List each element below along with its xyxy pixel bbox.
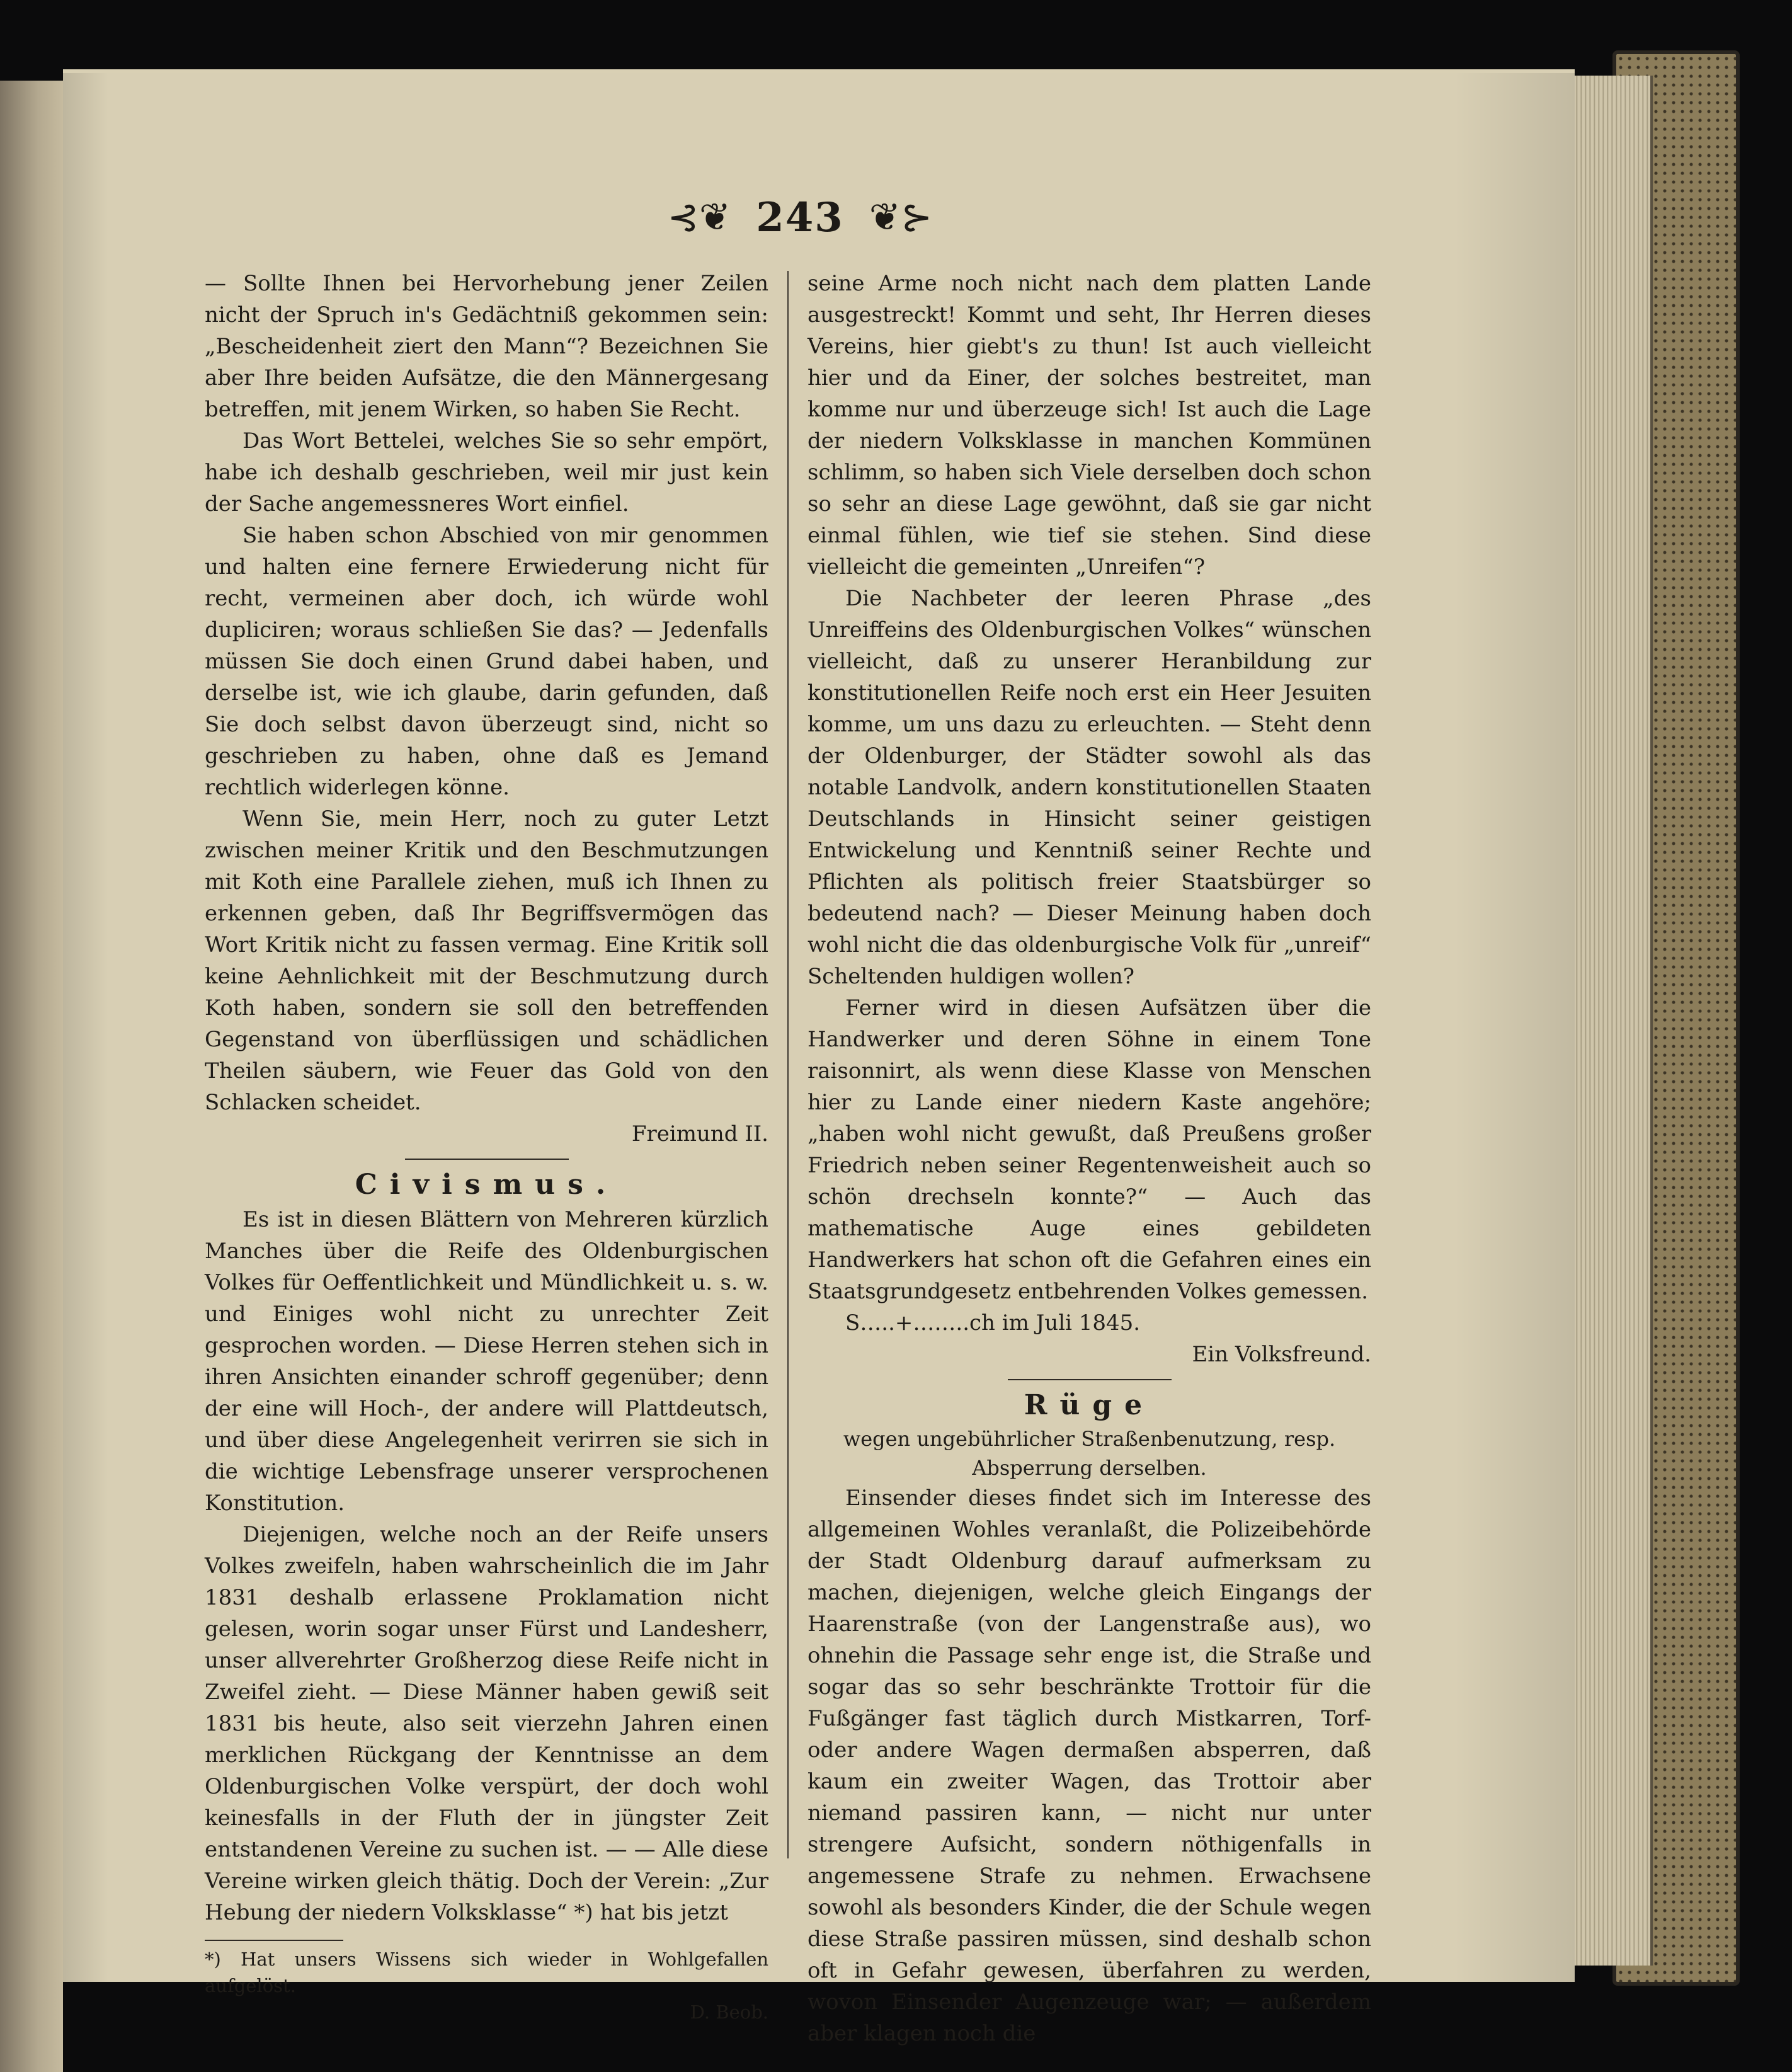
ornament-right-icon: ❦⊱ bbox=[869, 195, 933, 239]
footnote-source: D. Beob. bbox=[690, 2001, 768, 2023]
right-column bbox=[808, 268, 1371, 2049]
page-number: 243 bbox=[756, 193, 844, 241]
paragraph: Das Wort Bettelei, welches Sie so sehr empört, habe ich deshalb geschrieben, weil mir just kein der Sache angemessneres Wort einfiel. bbox=[205, 428, 768, 517]
paragraph: Wenn Sie, mein Herr, noch zu guter Letzt zwischen meiner Kritik und den Beschmutzungen mit Koth eine Parallele ziehen, muß ich Ihnen zu erkennen geben, daß Ihr Begriffsvermögen das Wort Kritik nicht zu fassen vermag. Eine Kritik soll keine Aehnlichkeit mit der Beschmutzung durch Koth haben, sondern sie soll den betreffenden Gegenstand von überflüssigen und schädlichen Theilen säubern, wie Feuer das Gold von den Schlacken scheidet. bbox=[205, 806, 768, 1115]
column-divider bbox=[787, 271, 789, 1858]
paragraph: Es ist in diesen Blättern von Mehreren kürzlich Manches über die Reife des Oldenburgischen Volkes für Oeffentlichkeit und Mündlichkeit u. s. w. und Einiges wohl nicht zu unrechter Zeit gesprochen worden. — Diese Herren stehen sich in ihren Ansichten einander schroff gegenüber; denn der eine will Hoch-, der andere will Plattdeutsch, und über diese Angelegenheit verirren sie sich in die wichtige Lebensfrage unserer versprochenen Konstitution. bbox=[205, 1207, 768, 1516]
facing-page-edge bbox=[0, 81, 63, 2072]
paragraph: Die Nachbeter der leeren Phrase „des Unreiffeins des Oldenburgischen Volkes“ wünschen vielleicht, daß zu unserer Heranbildung zur konstitutionellen Reife noch erst ein Heer Jesuiten komme, um uns dazu zu erleuchten. — Steht denn der Oldenburger, der Städter sowohl als das notable Landvolk, andern konstitutionellen Staaten Deutschlands in Hinsicht seiner geistigen Entwickelung und Kenntniß seiner Rechte und Pflichten als politisch freier Staatsbürger so bedeutend nach? — Dieser Meinung haben doch wohl nicht die das oldenburgische Volk für „unreif“ Scheltenden huldigen wollen? bbox=[808, 586, 1371, 989]
signature: Ein Volksfreund. bbox=[1192, 1342, 1371, 1367]
ornament-left-icon: ⊰❦ bbox=[667, 195, 731, 239]
section-divider bbox=[405, 1159, 569, 1160]
paragraph: seine Arme noch nicht nach dem platten Lande ausgestreckt! Kommt und seht, Ihr Herren dieses Vereins, hier giebt's zu thun! Ist auch vielleicht hier und da Einer, der solches bestreitet, man komme nur und überzeuge sich! Ist auch die Lage der niedern Volksklasse in manchen Kommünen schlimm, so haben sich Viele derselben doch schon so sehr an diese Lage gewöhnt, daß sie gar nicht einmal fühlen, wie tief sie stehen. Sind diese vielleicht die gemeinten „Unreifen“? bbox=[808, 271, 1371, 580]
paragraph: Sie haben schon Abschied von mir genommen und halten eine fernere Erwiederung nicht für recht, vermeinen aber doch, ich würde wohl dupliciren; woraus schließen Sie das? — Jedenfalls müssen Sie doch einen Grund dabei haben, und derselbe ist, wie ich glaube, darin gefunden, daß Sie doch selbst davon überzeugt sind, nicht so geschrieben zu haben, ohne daß es Jemand rechtlich widerlegen könne. bbox=[205, 523, 768, 800]
dateline: S…..+……..ch im Juli 1845. bbox=[845, 1310, 1141, 1336]
paragraph: Einsender dieses findet sich im Interesse des allgemeinen Wohles veranlaßt, die Polizeibehörde der Stadt Oldenburg darauf aufmerksam zu machen, diejenigen, welche gleich Eingangs der Haarenstraße (von der Langenstraße aus), wo ohnehin die Passage sehr enge ist, die Straße und sogar das so sehr beschränkte Trottoir für die Fußgänger fast täglich durch Mistkarren, Torf- oder andere Wagen dermaßen absperren, daß kaum ein zweiter Wagen, das Trottoir aber niemand passiren kann, — nicht nur unter strengere Aufsicht, sondern nöthigenfalls in angemessene Strafe zu nehmen. Erwachsene sowohl als besonders Kinder, die der Schule wegen diese Straße passiren müssen, sind deshalb schon oft in Gefahr gewesen, überfahren zu werden, wovon Einsender Augenzeuge war; — außerdem aber klagen noch die bbox=[808, 1485, 1371, 2046]
paragraph: Ferner wird in diesen Aufsätzen über die Handwerker und deren Söhne in einem Tone raisonnirt, als wenn diese Klasse von Menschen hier zu Lande einer niedern Kaste angehöre; „haben wohl nicht gewußt, daß Preußens großer Friedrich neben seiner Regentenweisheit auch so schön drechseln konnte?“ — Auch das mathematische Auge eines gebildeten Handwerkers hat schon oft die Gefahren eines ein Staatsgrundgesetz entbehrenden Volkes gemessen. bbox=[808, 995, 1371, 1304]
paragraph: Diejenigen, welche noch an der Reife unsers Volkes zweifeln, haben wahrscheinlich die im Jahr 1831 deshalb erlassene Proklamation nicht gelesen, worin sogar unser Fürst und Landesherr, unser allverehrter Großherzog diese Reife nicht in Zweifel zieht. — Diese Männer haben gewiß seit 1831 bis heute, also seit vierzehn Jahren einen merklichen Rückgang der Kenntnisse an dem Oldenburgischen Volke verspürt, der doch wohl keinesfalls in der Fluth der in jüngster Zeit entstandenen Vereine zu suchen ist. — — Alle diese Vereine wirken gleich thätig. Doch der Verein: „Zur Hebung der niedern Volksklasse“ *) hat bis jetzt bbox=[205, 1522, 768, 1925]
section-title: Rüge bbox=[1024, 1389, 1155, 1421]
paragraph: — Sollte Ihnen bei Hervorhebung jener Zeilen nicht der Spruch in's Gedächtniß gekommen sein: „Bescheidenheit ziert den Mann“? Bezeichnen Sie aber Ihre beiden Aufsätze, die den Männergesang betreffen, mit jenem Wirken, so haben Sie Recht. bbox=[205, 271, 768, 422]
left-column bbox=[205, 268, 768, 2025]
signature: Freimund II. bbox=[631, 1121, 768, 1147]
page-header bbox=[624, 189, 976, 246]
footnote-text: *) Hat unsers Wissens sich wieder in Wohlgefallen aufgelöst. bbox=[205, 1949, 768, 1996]
section-subtitle: wegen ungebührlicher Straßenbenutzung, resp. Absperrung derselben. bbox=[843, 1427, 1336, 1480]
footnote bbox=[205, 1946, 768, 2025]
section-divider bbox=[1008, 1379, 1172, 1380]
section-title: Civismus. bbox=[355, 1169, 619, 1201]
footnote-divider bbox=[205, 1940, 343, 1941]
